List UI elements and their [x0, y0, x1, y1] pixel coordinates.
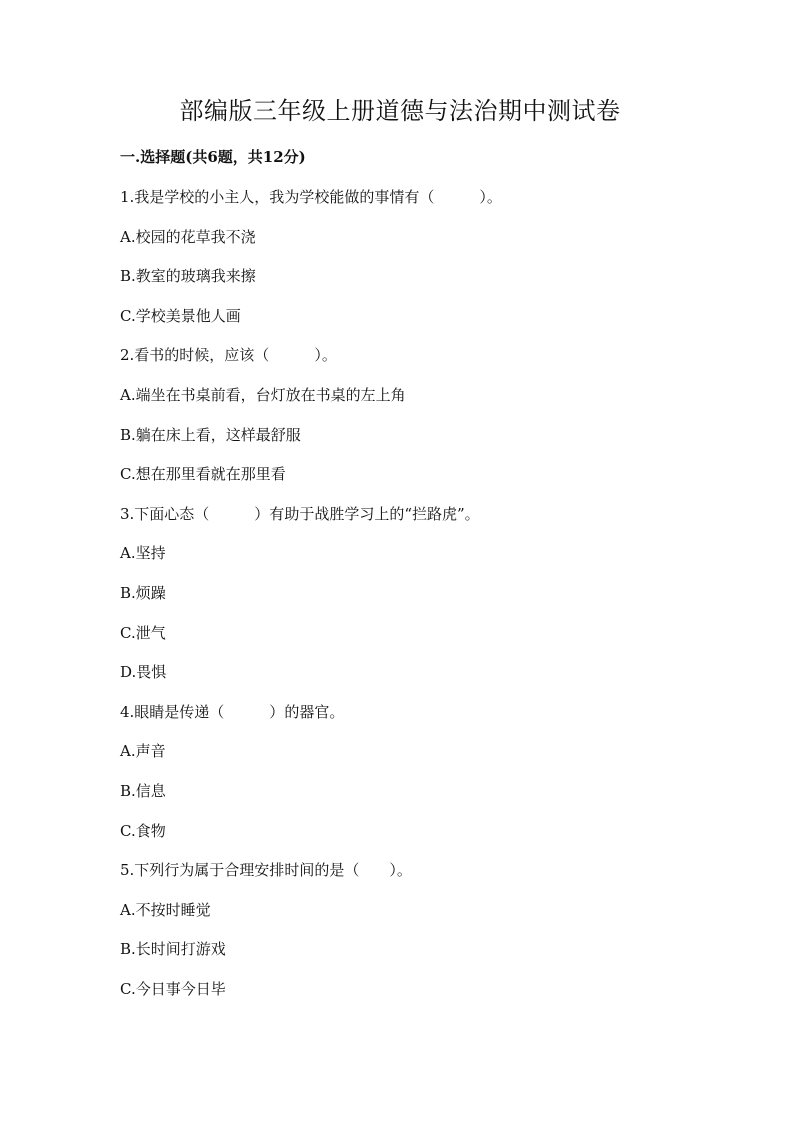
answer-option: C.想在那里看就在那里看 — [120, 465, 286, 484]
document-title: 部编版三年级上册道德与法治期中测试卷 — [179, 97, 621, 125]
answer-option: D.畏惧 — [120, 663, 167, 682]
answer-option: C.泄气 — [120, 623, 166, 642]
answer-option: B.教室的玻璃我来擦 — [120, 267, 256, 286]
answer-option: A.端坐在书桌前看，台灯放在书桌的左上角 — [120, 385, 406, 404]
question-stem: 5.下列行为属于合理安排时间的是（ ）。 — [120, 861, 412, 880]
answer-option: A.声音 — [120, 742, 166, 761]
answer-option: B.烦躁 — [120, 583, 166, 602]
answer-option: A.不按时睡觉 — [120, 900, 211, 919]
question-stem: 2.看书的时候，应该（ ）。 — [120, 346, 337, 365]
question-stem: 1.我是学校的小主人，我为学校能做的事情有（ ）。 — [120, 188, 502, 206]
answer-option: A.校园的花草我不浇 — [120, 227, 256, 246]
answer-option: A.坚持 — [120, 544, 166, 563]
answer-option: C.食物 — [120, 821, 166, 840]
answer-option: B.长时间打游戏 — [120, 940, 226, 959]
answer-option: C.今日事今日毕 — [120, 979, 226, 998]
question-stem: 3.下面心态（ ）有助于战胜学习上的“拦路虎”。 — [120, 504, 480, 523]
answer-option: B.躺在床上看，这样最舒服 — [120, 425, 301, 444]
answer-option: B.信息 — [120, 781, 166, 800]
question-list — [120, 185, 740, 1016]
section-heading: 一.选择题(共6题，共12分) — [120, 148, 306, 166]
question-stem: 4.眼睛是传递（ ）的器官。 — [120, 702, 345, 721]
answer-option: C.学校美景他人画 — [120, 306, 241, 325]
